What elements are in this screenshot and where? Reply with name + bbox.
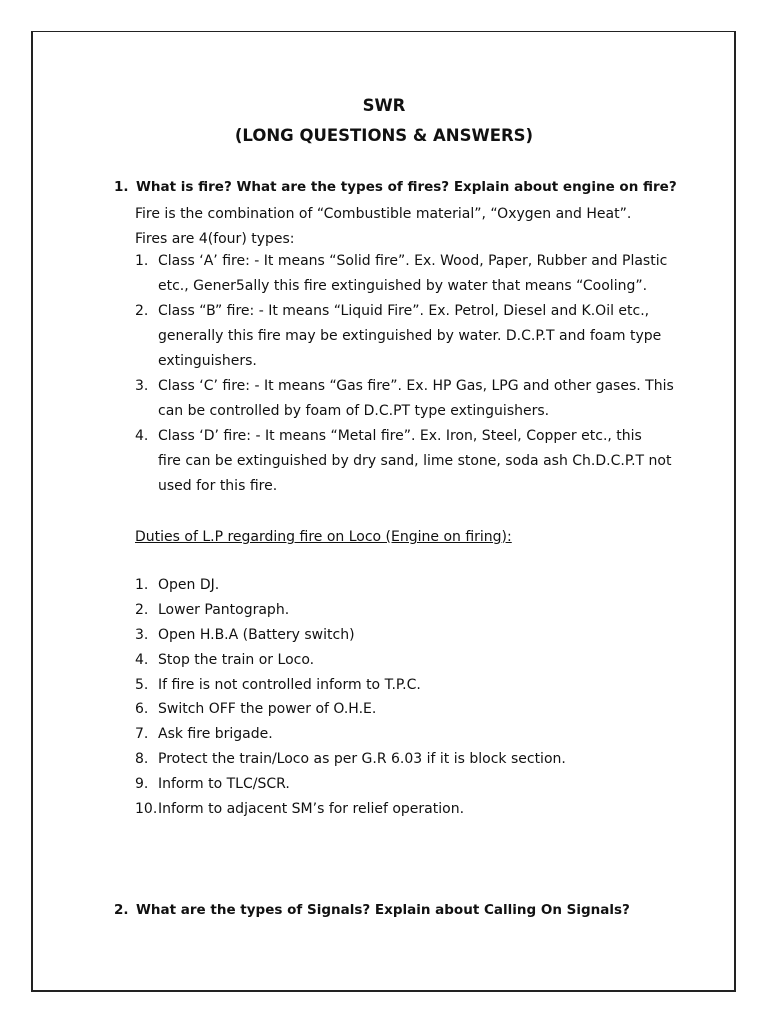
list-item-continuation (0, 278, 768, 296)
page-border (31, 31, 736, 992)
list-item-continuation (0, 328, 768, 346)
intro-line: Fires are 4(four) types: (135, 231, 295, 247)
list-text: generally this fire may be extinguished by water. D.C.P.T and foam type (158, 328, 662, 344)
list-text: Lower Pantograph. (158, 602, 290, 618)
document-title: SWR (362, 96, 406, 115)
list-number: 1. (135, 577, 149, 593)
list-item (0, 627, 768, 645)
document-subtitle: (LONG QUESTIONS & ANSWERS) (234, 126, 534, 145)
question-number: 2. (114, 902, 129, 918)
list-item-continuation (0, 403, 768, 421)
list-item (0, 602, 768, 620)
list-item (0, 726, 768, 744)
list-item (0, 253, 768, 271)
list-text: Stop the train or Loco. (158, 652, 315, 668)
list-text: Inform to adjacent SM’s for relief operation. (158, 801, 465, 817)
list-text: extinguishers. (158, 353, 257, 369)
list-number: 4. (135, 428, 149, 444)
question-2 (114, 902, 630, 918)
list-number: 7. (135, 726, 149, 742)
list-text: Ask fire brigade. (158, 726, 273, 742)
list-number: 5. (135, 677, 149, 693)
list-text: Open H.B.A (Battery switch) (158, 627, 355, 643)
list-text: Class ‘C’ fire: - It means “Gas fire”. Ex. HP Gas, LPG and other gases. This (158, 378, 674, 394)
list-text: Class ‘A’ fire: - It means “Solid fire”. Ex. Wood, Paper, Rubber and Plastic (158, 253, 668, 269)
list-item (0, 801, 768, 819)
list-item-continuation (0, 478, 768, 496)
list-item (0, 776, 768, 794)
question-1 (114, 179, 677, 195)
list-number: 10. (135, 801, 158, 817)
list-text: Inform to TLC/SCR. (158, 776, 290, 792)
question-text: What is fire? What are the types of fires? Explain about engine on fire? (136, 179, 677, 195)
list-item (0, 677, 768, 695)
list-item (0, 303, 768, 321)
list-number: 3. (135, 627, 149, 643)
list-text: can be controlled by foam of D.C.PT type extinguishers. (158, 403, 550, 419)
list-item (0, 652, 768, 670)
list-number: 8. (135, 751, 149, 767)
list-number: 3. (135, 378, 149, 394)
list-item (0, 378, 768, 396)
question-number: 1. (114, 179, 129, 195)
intro-line: Fire is the combination of “Combustible material”, “Oxygen and Heat”. (135, 206, 632, 222)
list-text: used for this fire. (158, 478, 278, 494)
list-item-continuation (0, 453, 768, 471)
list-number: 2. (135, 602, 149, 618)
list-item (0, 751, 768, 769)
list-item-continuation (0, 353, 768, 371)
question-text: What are the types of Signals? Explain about Calling On Signals? (136, 902, 630, 918)
list-number: 2. (135, 303, 149, 319)
list-text: Protect the train/Loco as per G.R 6.03 if it is block section. (158, 751, 566, 767)
list-number: 1. (135, 253, 149, 269)
list-text: Switch OFF the power of O.H.E. (158, 701, 377, 717)
list-number: 4. (135, 652, 149, 668)
list-text: etc., Gener5ally this fire extinguished by water that means “Cooling”. (158, 278, 648, 294)
list-item (0, 577, 768, 595)
list-text: Class ‘D’ fire: - It means “Metal fire”. Ex. Iron, Steel, Copper etc., this (158, 428, 642, 444)
list-text: Class “B” fire: - It means “Liquid Fire”. Ex. Petrol, Diesel and K.Oil etc., (158, 303, 650, 319)
list-item (0, 428, 768, 446)
duties-heading: Duties of L.P regarding fire on Loco (Engine on firing): (135, 529, 512, 545)
list-item (0, 701, 768, 719)
list-text: Open DJ. (158, 577, 220, 593)
list-number: 9. (135, 776, 149, 792)
list-text: If fire is not controlled inform to T.P.C. (158, 677, 421, 693)
list-number: 6. (135, 701, 149, 717)
list-text: fire can be extinguished by dry sand, lime stone, soda ash Ch.D.C.P.T not (158, 453, 672, 469)
